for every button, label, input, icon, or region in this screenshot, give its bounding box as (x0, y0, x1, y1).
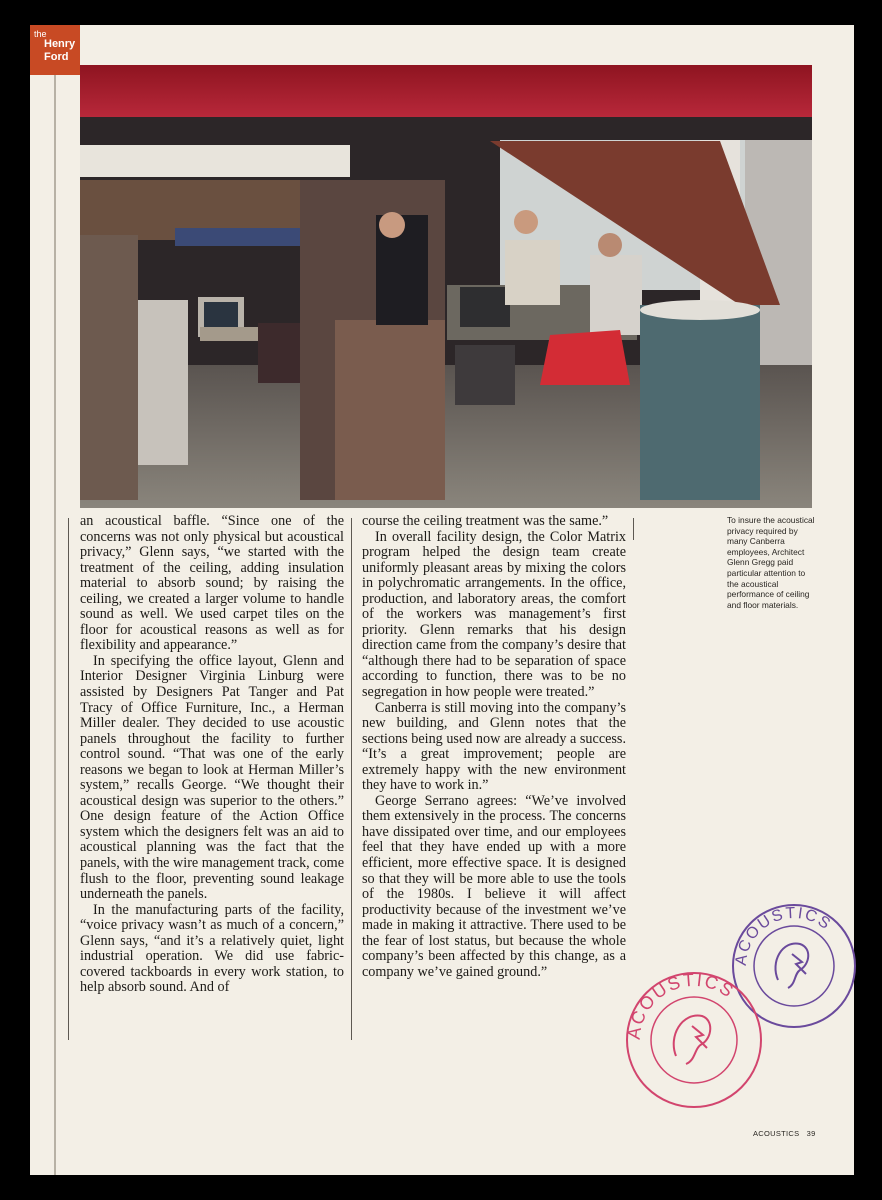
logo-henry: Henry (44, 38, 76, 50)
logo-the: the (34, 29, 47, 39)
paragraph: In overall facility design, the Color Matrix program helped the design team create uniformly pleasant areas by mixing the colors in polychromatic arrangements. In the office, production, and laboratory areas, the comfort of the workers was management’s first priority. Glenn remarks that his design direction came from the company’s desire that “although there had to be separation of space according to function, there was to be no segregation in how people were treated.” (362, 528, 626, 701)
paragraph: In specifying the office layout, Glenn and Interior Designer Virginia Linburg were assisted by Designers Pat Tanger and Pat Tracy of Office Furniture, Inc., a Herman Miller dealer. They decided to use acoustic panels throughout the facility to further control sound. “That was one of the early reasons we began to look at Herman Miller’s system,” recalls George. “We thought their acoustical design was superior to the others.” One design feature of the Action Office system which the designers felt was an aid to acoustical planning was the fact that the panels, with the wire management track, come flush to the floor, preventing sound leakage underneath the panels. (80, 652, 344, 903)
svg-text:ACOUSTICS: ACOUSTICS (732, 904, 835, 967)
office-photo (80, 65, 812, 508)
page-number: 39 (806, 1129, 816, 1138)
acoustics-stamp-red (624, 970, 764, 1110)
paragraph: George Serrano agrees: “We’ve involved them extensively in the process. The concerns have dissipated over time, and our employees feel that they have ended up with a more efficient, more effective space. It is designed so that they will be more able to use the tools of the 1980s. I believe it will affect productivity because of the investment we’ve made in making it attractive. There used to be the fear of lost status, but because the whole company’s been affected by this change, as a company we’ve gained ground.” (362, 792, 626, 980)
photo-caption: To insure the acoustical privacy required by many Canberra employees, Architect Glenn Gregg paid particular attention to the acoustical performance of ceiling and floor materials. (727, 515, 815, 610)
footer-section: ACOUSTICS (753, 1129, 800, 1138)
article-column-1 (80, 514, 344, 996)
logo-ford: Ford (44, 51, 69, 63)
paragraph: course the ceiling treatment was the same.” (362, 513, 609, 529)
svg-text:ACOUSTICS: ACOUSTICS (624, 970, 739, 1041)
column-rule-left (68, 518, 69, 1040)
paragraph: Canberra is still moving into the company’s new building, and Glenn notes that the sections being used now are already a success. “It’s a great improvement; people are extremely happy with the new environment they have to work in.” (362, 699, 626, 794)
column-rule-middle (351, 518, 352, 1040)
binding-edge (54, 75, 56, 1175)
paragraph: In the manufacturing parts of the facility, “voice privacy wasn’t as much of a concern,” Glenn says, “and it’s a relatively quiet, light industrial operation. We did use fabric-covered tackboards in every work station, to help absorb sound. And of (80, 901, 344, 996)
office-photo-illustration (80, 65, 812, 508)
article-column-2 (362, 514, 626, 980)
paragraph: an acoustical baffle. “Since one of the concerns was not only physical but acoustical privacy,” Glenn says, “we started with the treatment of the ceiling, adding insulation material to absorb sound; by raising the ceiling, we created a larger volume to handle sound as well. We used carpet tiles on the floor for acoustical reasons as well as for flexibility and appearance.” (80, 513, 344, 654)
henry-ford-logo[interactable] (30, 25, 80, 75)
page-footer (753, 1129, 816, 1138)
column-rule-right (633, 518, 634, 540)
